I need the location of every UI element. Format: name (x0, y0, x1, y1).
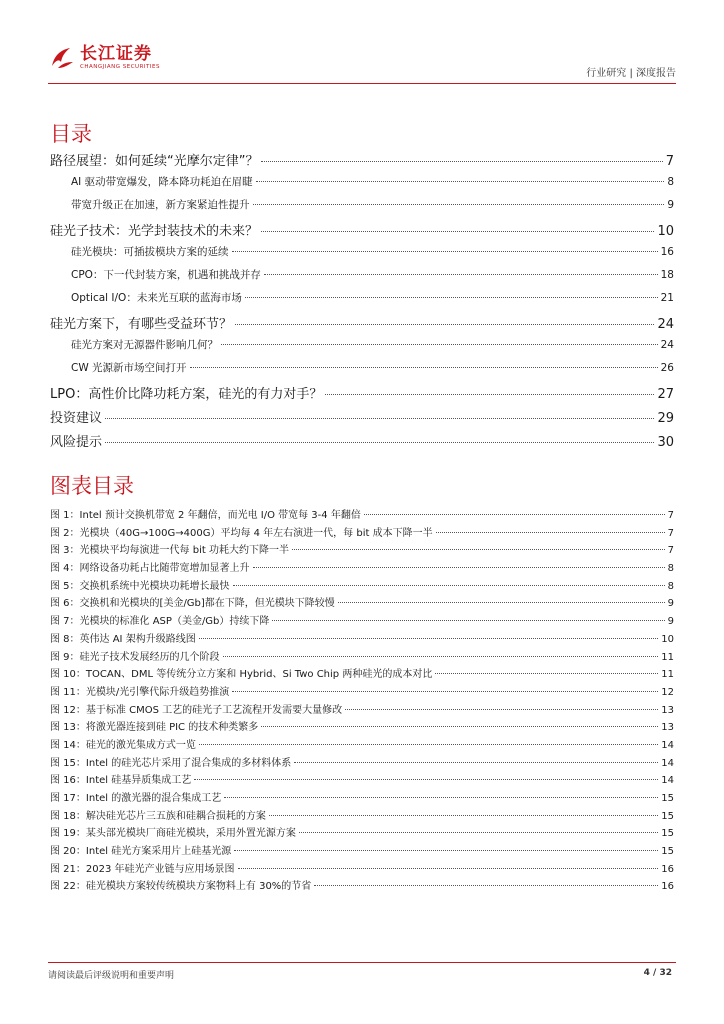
dot-leader (232, 691, 658, 692)
toc-chapter-entry[interactable] (50, 220, 674, 244)
page-header (48, 44, 676, 84)
dot-leader (261, 726, 658, 727)
entry-title: CW 光源新市场空间打开 (71, 362, 187, 374)
figure-entry[interactable] (50, 594, 674, 612)
toc-chapter-entry[interactable] (50, 150, 674, 174)
dot-leader (232, 251, 658, 252)
entry-page-number: 7 (665, 154, 674, 169)
dot-leader (338, 602, 665, 603)
entry-title: 图 21：2023 年硅光产业链与应用场景图 (50, 863, 235, 875)
dot-leader (292, 549, 665, 550)
dot-leader (253, 567, 665, 568)
figure-entry[interactable] (50, 701, 674, 719)
entry-page-number: 16 (661, 863, 674, 875)
dot-leader (261, 161, 662, 162)
entry-title: 图 9：硅光子技术发展经历的几个阶段 (50, 651, 220, 663)
figure-entry[interactable] (50, 807, 674, 825)
entry-page-number: 15 (661, 810, 674, 822)
entry-page-number: 10 (657, 224, 674, 239)
entry-title: 投资建议 (50, 411, 103, 426)
entry-title: LPO：高性价比降功耗方案，硅光的有力对手？ (50, 387, 323, 402)
footer-divider (48, 962, 676, 963)
entry-title: 图 17：Intel 的激光器的混合集成工艺 (50, 793, 222, 804)
dot-leader (435, 673, 658, 674)
entry-page-number: 21 (660, 292, 674, 304)
logo-name: 长江证券 (80, 43, 152, 64)
toc-title: 目录 (50, 122, 92, 146)
dot-leader (436, 532, 665, 533)
entry-title: 图 2：光模块（40G→100G→400G）平均每 4 年左右演进一代，每 bit 成本下降一半 (50, 527, 433, 539)
entry-page-number: 8 (667, 176, 674, 188)
dot-leader (233, 585, 665, 586)
entry-page-number: 14 (661, 775, 674, 787)
toc-section-entry[interactable] (50, 360, 674, 383)
entry-title: 图 1：Intel 预计交换机带宽 2 年翻倍，而光电 I/O 带宽每 3-4 年翻倍 (50, 510, 361, 521)
dot-leader (105, 418, 654, 419)
figure-entry[interactable] (50, 771, 674, 789)
dot-leader (314, 885, 658, 886)
dot-leader (325, 394, 654, 395)
entry-page-number: 15 (661, 793, 674, 804)
entry-page-number: 15 (661, 828, 674, 840)
figure-entry[interactable] (50, 860, 674, 878)
entry-page-number: 13 (661, 722, 674, 734)
toc-section-entry[interactable] (50, 244, 674, 267)
entry-title: 图 12：基于标准 CMOS 工艺的硅光子工艺流程开发需要大量修改 (50, 704, 343, 716)
figure-entry[interactable] (50, 541, 674, 559)
entry-title: 图 19：某头部光模块厂商硅光模块，采用外置光源方案 (50, 828, 296, 840)
figure-list (50, 506, 674, 895)
company-logo (48, 44, 160, 72)
dot-leader (199, 638, 659, 639)
dot-leader (261, 231, 654, 232)
entry-title: 图 11：光模块/光引擎代际升级趋势推演 (50, 686, 230, 698)
dot-leader (190, 367, 658, 368)
toc-section-entry[interactable] (50, 267, 674, 290)
entry-page-number: 24 (660, 339, 674, 351)
entry-page-number: 7 (667, 527, 674, 539)
entry-page-number: 26 (660, 362, 674, 374)
toc-section-entry[interactable] (50, 174, 674, 197)
figure-entry[interactable] (50, 577, 674, 595)
entry-title: 图 6：交换机和光模块的[美金/Gb]都在下降，但光模块下降较慢 (50, 598, 335, 610)
figure-entry[interactable] (50, 718, 674, 736)
entry-title: 图 14：硅光的激光集成方式一览 (50, 739, 196, 751)
dot-leader (294, 762, 658, 763)
figure-entry[interactable] (50, 754, 674, 772)
dot-leader (264, 274, 658, 275)
entry-page-number: 7 (667, 545, 674, 557)
toc-chapter-entry[interactable] (50, 407, 674, 431)
entry-title: 图 20：Intel 硅光方案采用片上硅基光源 (50, 846, 232, 858)
figure-entry[interactable] (50, 842, 674, 860)
entry-page-number: 18 (660, 269, 674, 281)
entry-page-number: 13 (661, 704, 674, 716)
entry-title: 图 10：TOCAN、DML 等传统分立方案和 Hybrid、Si Two Chip 两种硅光的成本对比 (50, 669, 433, 681)
entry-title: 图 13：将激光器连接到硅 PIC 的技术种类繁多 (50, 722, 259, 734)
dot-leader (224, 797, 658, 798)
entry-title: 图 3：光模块平均每演进一代每 bit 功耗大约下降一半 (50, 545, 289, 557)
dot-leader (253, 204, 665, 205)
entry-page-number: 14 (661, 739, 674, 751)
header-divider (48, 83, 676, 84)
figure-entry[interactable] (50, 665, 674, 683)
entry-title: 图 5：交换机系统中光模块功耗增长最快 (50, 580, 230, 592)
dot-leader (221, 344, 658, 345)
entry-title: 图 8：英伟达 AI 架构升级路线图 (50, 633, 196, 645)
entry-title: 硅光模块：可插拔模块方案的延续 (71, 246, 229, 258)
dot-leader (256, 181, 665, 182)
toc-chapter-entry[interactable] (50, 313, 674, 337)
figure-entry[interactable] (50, 612, 674, 630)
dot-leader (299, 832, 658, 833)
dot-leader (235, 324, 654, 325)
dot-leader (238, 868, 659, 869)
entry-title: 图 16：Intel 硅基异质集成工艺 (50, 775, 192, 787)
figure-entry[interactable] (50, 630, 674, 648)
entry-page-number: 9 (667, 199, 674, 211)
entry-page-number: 8 (667, 563, 674, 575)
entry-page-number: 12 (661, 686, 674, 698)
toc-chapter-entry[interactable] (50, 383, 674, 407)
figure-entry[interactable] (50, 683, 674, 701)
toc-section-entry[interactable] (50, 197, 674, 220)
entry-title: 路径展望：如何延续“光摩尔定律”？ (50, 154, 259, 169)
entry-title: 风险提示 (50, 435, 103, 450)
dot-leader (223, 656, 659, 657)
dot-leader (194, 779, 658, 780)
entry-title: 图 4：网络设备功耗占比随带宽增加显著上升 (50, 563, 250, 575)
figure-entry[interactable] (50, 877, 674, 895)
entry-page-number: 16 (661, 881, 674, 893)
dot-leader (364, 514, 665, 515)
logo-english-name: CHANGJIANG SECURITIES (80, 63, 160, 70)
dot-leader (345, 709, 658, 710)
page-number: 4 / 32 (643, 968, 672, 978)
entry-page-number: 27 (657, 387, 674, 402)
entry-page-number: 9 (667, 616, 674, 628)
entry-title: 图 15：Intel 的硅光芯片采用了混合集成的多材料体系 (50, 757, 292, 769)
dot-leader (199, 744, 658, 745)
dot-leader (272, 620, 664, 621)
figure-entry[interactable] (50, 824, 674, 842)
entry-page-number: 15 (661, 846, 674, 858)
figure-entry[interactable] (50, 736, 674, 754)
figure-entry[interactable] (50, 789, 674, 807)
entry-title: 图 22：硅光模块方案较传统模块方案物料上有 30%的节省 (50, 881, 312, 893)
entry-title: Optical I/O：未来光互联的蓝海市场 (71, 292, 242, 304)
figure-entry[interactable] (50, 506, 674, 524)
logo-icon (48, 44, 76, 72)
entry-page-number: 9 (667, 598, 674, 610)
entry-title: 图 7：光模块的标准化 ASP（美金/Gb）持续下降 (50, 616, 270, 628)
entry-title: AI 驱动带宽爆发，降本降功耗迫在眉睫 (71, 176, 253, 188)
figure-list-title: 图表目录 (50, 474, 134, 498)
entry-page-number: 14 (661, 757, 674, 769)
entry-page-number: 8 (667, 580, 674, 592)
entry-title: 硅光方案对无源器件影响几何？ (71, 339, 218, 351)
dot-leader (269, 815, 658, 816)
entry-page-number: 29 (657, 411, 674, 426)
report-type: 行业研究 | 深度报告 (586, 68, 676, 79)
toc-chapter-entry[interactable] (50, 431, 674, 455)
entry-page-number: 7 (667, 510, 674, 521)
toc-section-entry[interactable] (50, 290, 674, 313)
entry-title: 硅光方案下，有哪些受益环节？ (50, 317, 233, 332)
toc-section-entry[interactable] (50, 337, 674, 360)
figure-entry[interactable] (50, 648, 674, 666)
entry-page-number: 16 (660, 246, 674, 258)
dot-leader (105, 442, 654, 443)
entry-page-number: 24 (657, 317, 674, 332)
entry-title: 硅光子技术：光学封装技术的未来？ (50, 224, 259, 239)
entry-title: 带宽升级正在加速，新方案紧迫性提升 (71, 199, 250, 211)
entry-title: 图 18：解决硅光芯片三五族和硅耦合损耗的方案 (50, 810, 266, 822)
figure-entry[interactable] (50, 524, 674, 542)
entry-page-number: 11 (661, 651, 674, 663)
entry-page-number: 11 (661, 669, 674, 681)
entry-page-number: 30 (657, 435, 674, 450)
figure-entry[interactable] (50, 559, 674, 577)
dot-leader (245, 297, 658, 298)
dot-leader (234, 850, 658, 851)
footer-disclaimer: 请阅读最后评级说明和重要声明 (48, 971, 175, 981)
toc-list (50, 150, 674, 455)
entry-title: CPO：下一代封装方案，机遇和挑战并存 (71, 269, 261, 281)
entry-page-number: 10 (661, 633, 674, 645)
